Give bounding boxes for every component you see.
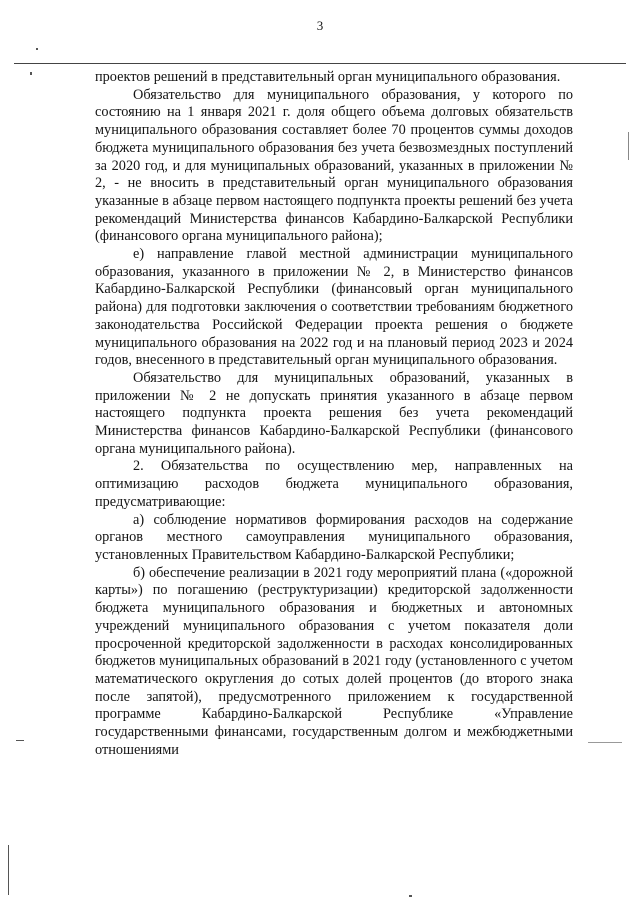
- scan-mark: [16, 740, 24, 741]
- scan-mark: [36, 48, 38, 50]
- page-number: 3: [316, 18, 324, 33]
- scan-mark: [628, 132, 629, 160]
- paragraph-obligation-appendix-2: Обязательство для муниципальных образований, указанных в приложении № 2 не допускать принятия указанного в абзаце первом настоящего подпункта проекта решения без учета рекомендаций Министерства финансов Кабардино-Балкарской Республики (финансового органа муниципального района).: [95, 369, 573, 457]
- scan-mark: [30, 72, 32, 75]
- paragraph-item-b: б) обеспечение реализации в 2021 году мероприятий плана («дорожной карты») по погашению (реструктуризации) кредиторской задолженности бюджета муниципального образования и бюджетных и автономных учреждений муниципального образования с учетом показателя доли просроченной кредиторской задолженности в расходах консолидированных бюджетов муниципальных образований в 2021 году (установленного с учетом математического округления до сотых долей процентов (до второго знака после запятой), предусмотренного приложением к государственной программе Кабардино-Балкарской Республике «Управление государственными финансами, государственным долгом и межбюджетными отношениями: [95, 564, 573, 758]
- scan-mark: [588, 742, 622, 743]
- header-rule: [14, 63, 626, 64]
- scan-mark: [409, 895, 412, 897]
- scan-mark: [8, 845, 9, 895]
- document-body: [95, 69, 573, 759]
- paragraph-continuation: проектов решений в представительный орган муниципального образования.: [95, 69, 561, 85]
- paragraph-obligation-debt: Обязательство для муниципального образования, у которого по состоянию на 1 января 2021 г. доля общего объема долговых обязательств муниципального образования составляет более 70 процентов суммы доходов бюджета муниципального образования без учета безвозмездных поступлений за 2020 год, и для муниципальных образований, указанных в приложении № 2, - не вносить в представительный орган муниципального образования указанные в абзаце первом настоящего подпункта проекты решений без учета рекомендаций Министерства финансов Кабардино-Балкарской Республики (финансового органа муниципального района);: [95, 86, 573, 245]
- paragraph-item-e: е) направление главой местной администрации муниципального образования, указанного в приложении № 2, в Министерство финансов Кабардино-Балкарской Республики (финансовый орган муниципального района) для подготовки заключения о соответствии требованиям бюджетного законодательства Российской Федерации проекта решения о бюджете муниципального образования на 2022 год и на плановый период 2023 и 2024 годов, внесенного в представительный орган муниципального образования.: [95, 246, 573, 369]
- paragraph-item-a: а) соблюдение нормативов формирования расходов на содержание органов местного самоуправления муниципального образования, установленных Правительством Кабардино-Балкарской Республики;: [95, 511, 573, 563]
- paragraph-section-2: 2. Обязательства по осуществлению мер, направленных на оптимизацию расходов бюджета муниципального образования, предусматривающие:: [95, 458, 573, 510]
